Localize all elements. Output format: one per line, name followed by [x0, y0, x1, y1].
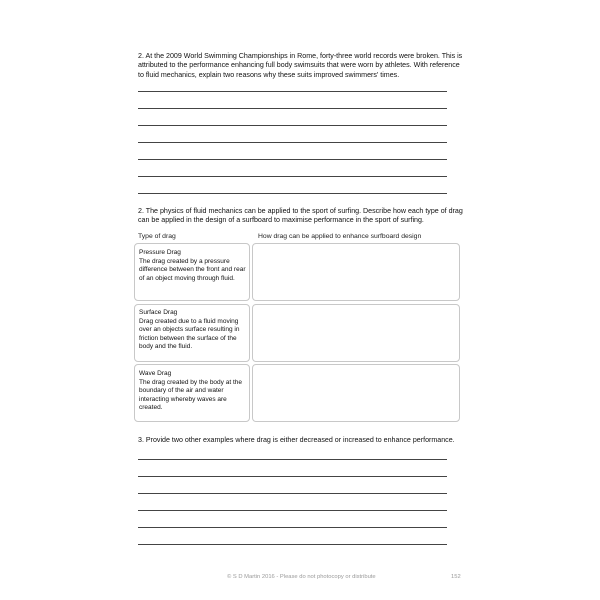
drag-type-surface — [139, 309, 247, 352]
column-header-application: How drag can be applied to enhance surfboard design — [258, 233, 422, 240]
answer-line[interactable] — [138, 527, 447, 528]
drag-type-title: Surface Drag — [139, 309, 178, 316]
answer-line[interactable] — [138, 493, 447, 494]
drag-type-title: Pressure Drag — [139, 249, 181, 256]
answer-line[interactable] — [138, 125, 447, 126]
question-swimsuits: 2. At the 2009 World Swimming Championships in Rome, forty-three world records were broken. This is attributed to the performance enhancing full body swimsuits that were worn by athletes. With reference to fluid mechanics, explain two reasons why these suits improved swimmers' times. — [138, 52, 463, 79]
answer-cell-pressure[interactable] — [252, 243, 460, 301]
answer-line[interactable] — [138, 91, 447, 92]
answer-line[interactable] — [138, 459, 447, 460]
drag-type-pressure — [139, 249, 247, 283]
page-number: 152 — [451, 574, 461, 580]
answer-line[interactable] — [138, 142, 447, 143]
drag-type-description: The drag created by a pressure difference between the front and rear of an object moving through fluid. — [139, 257, 246, 282]
drag-type-title: Wave Drag — [139, 370, 172, 377]
drag-type-description: Drag created due to a fluid moving over an objects surface resulting in friction between the surface of the body and the fluid. — [139, 317, 240, 351]
answer-cell-wave[interactable] — [252, 364, 460, 422]
answer-line[interactable] — [138, 476, 447, 477]
drag-type-wave — [139, 370, 247, 413]
answer-line[interactable] — [138, 176, 447, 177]
answer-line[interactable] — [138, 510, 447, 511]
answer-line[interactable] — [138, 193, 447, 194]
question-other-examples: 3. Provide two other examples where drag is either decreased or increased to enhance performance. — [138, 436, 455, 444]
drag-type-description: The drag created by the body at the boundary of the air and water interacting whereby waves are created. — [139, 378, 242, 412]
column-header-type: Type of drag — [138, 233, 176, 240]
answer-line[interactable] — [138, 544, 447, 545]
question-surfing: 2. The physics of fluid mechanics can be applied to the sport of surfing. Describe how each type of drag can be applied in the design of a surfboard to maximise performance in the sport of surfing. — [138, 207, 463, 225]
answer-line[interactable] — [138, 159, 447, 160]
answer-line[interactable] — [138, 108, 447, 109]
answer-cell-surface[interactable] — [252, 304, 460, 362]
footer-copyright: © S D Martin 2016 - Please do not photocopy or distribute — [227, 574, 376, 580]
